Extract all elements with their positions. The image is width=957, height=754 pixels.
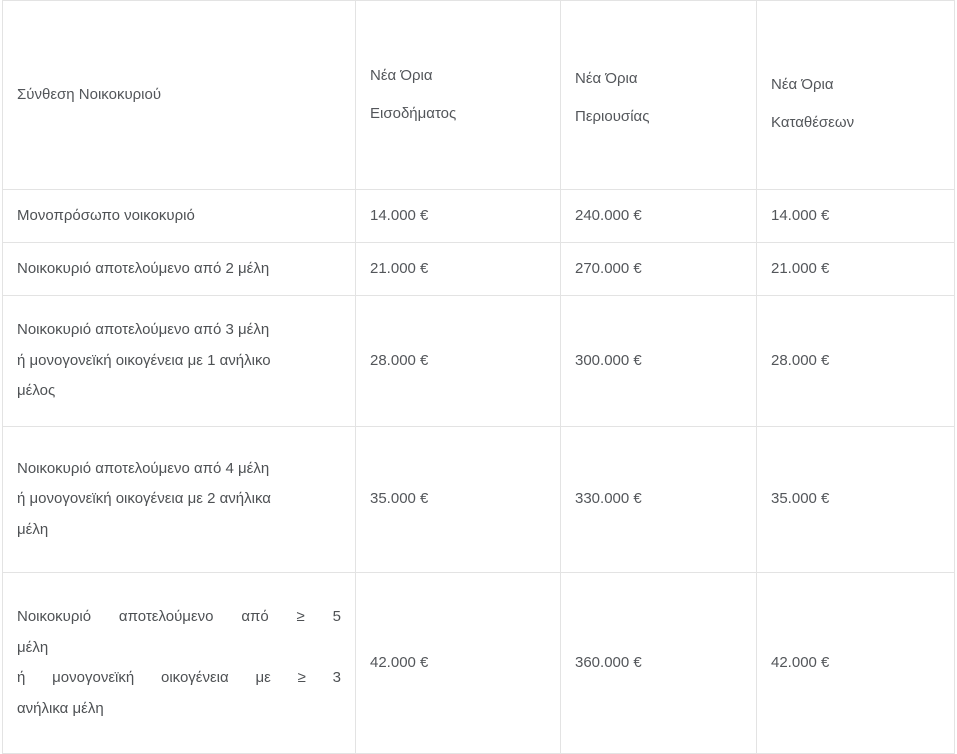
row-label-line: ανήλικα μέλη: [17, 699, 104, 717]
table-header-row: [3, 1, 955, 190]
row-label-line: μέλη: [17, 520, 49, 538]
table-row: [3, 190, 955, 243]
column-header-deposits: [757, 1, 955, 190]
column-header-household: [3, 1, 356, 190]
household-limits-table: [2, 0, 955, 754]
column-header-property-line-2: Περιουσίας: [575, 107, 650, 125]
row-deposits-value: 14.000 €: [757, 190, 955, 243]
row-income-value: 42.000 €: [356, 573, 561, 754]
table-row: [3, 427, 955, 573]
row-income-value: 14.000 €: [356, 190, 561, 243]
column-header-household-line-1: Σύνθεση Νοικοκυριού: [17, 85, 162, 103]
row-label-line: Νοικοκυριό αποτελούμενο από 2 μέλη: [17, 259, 270, 277]
row-label-line: μέλη: [17, 638, 49, 656]
column-header-income: [356, 1, 561, 190]
row-label: [3, 243, 356, 296]
row-property-value: 270.000 €: [561, 243, 757, 296]
row-label: [3, 296, 356, 427]
row-label: [3, 190, 356, 243]
column-header-income-line-1: Νέα Όρια: [370, 67, 433, 84]
row-income-value: 35.000 €: [356, 427, 561, 573]
row-label-line: Νοικοκυριό αποτελούμενο από ≥ 5: [17, 608, 341, 625]
row-deposits-value: 42.000 €: [757, 573, 955, 754]
column-header-deposits-line-1: Νέα Όρια: [771, 76, 834, 93]
row-label-line: Μονοπρόσωπο νοικοκυριό: [17, 206, 195, 224]
row-label-line: ή μονογονεϊκή οικογένεια με 2 ανήλικα: [17, 490, 271, 508]
column-header-income-line-2: Εισοδήματος: [370, 104, 457, 122]
row-property-value: 300.000 €: [561, 296, 757, 427]
column-header-deposits-line-2: Καταθέσεων: [771, 113, 855, 131]
row-deposits-value: 28.000 €: [757, 296, 955, 427]
row-property-value: 360.000 €: [561, 573, 757, 754]
row-label-line: ή μονογονεϊκή οικογένεια με 1 ανήλικο: [17, 351, 271, 369]
row-income-value: 21.000 €: [356, 243, 561, 296]
row-property-value: 330.000 €: [561, 427, 757, 573]
table-body: [3, 190, 955, 754]
column-header-property-line-1: Νέα Όρια: [575, 70, 638, 87]
row-label: [3, 573, 356, 754]
row-property-value: 240.000 €: [561, 190, 757, 243]
row-label-line: Νοικοκυριό αποτελούμενο από 3 μέλη: [17, 321, 270, 339]
row-deposits-value: 21.000 €: [757, 243, 955, 296]
table-row: [3, 296, 955, 427]
row-income-value: 28.000 €: [356, 296, 561, 427]
table-header: [3, 1, 955, 190]
table-row: [3, 243, 955, 296]
row-deposits-value: 35.000 €: [757, 427, 955, 573]
row-label-line: Νοικοκυριό αποτελούμενο από 4 μέλη: [17, 459, 270, 477]
row-label-line: ή μονογονεϊκή οικογένεια με ≥ 3: [17, 669, 341, 686]
column-header-property: [561, 1, 757, 190]
table-row: [3, 573, 955, 754]
row-label-line: μέλος: [17, 382, 56, 400]
row-label: [3, 427, 356, 573]
